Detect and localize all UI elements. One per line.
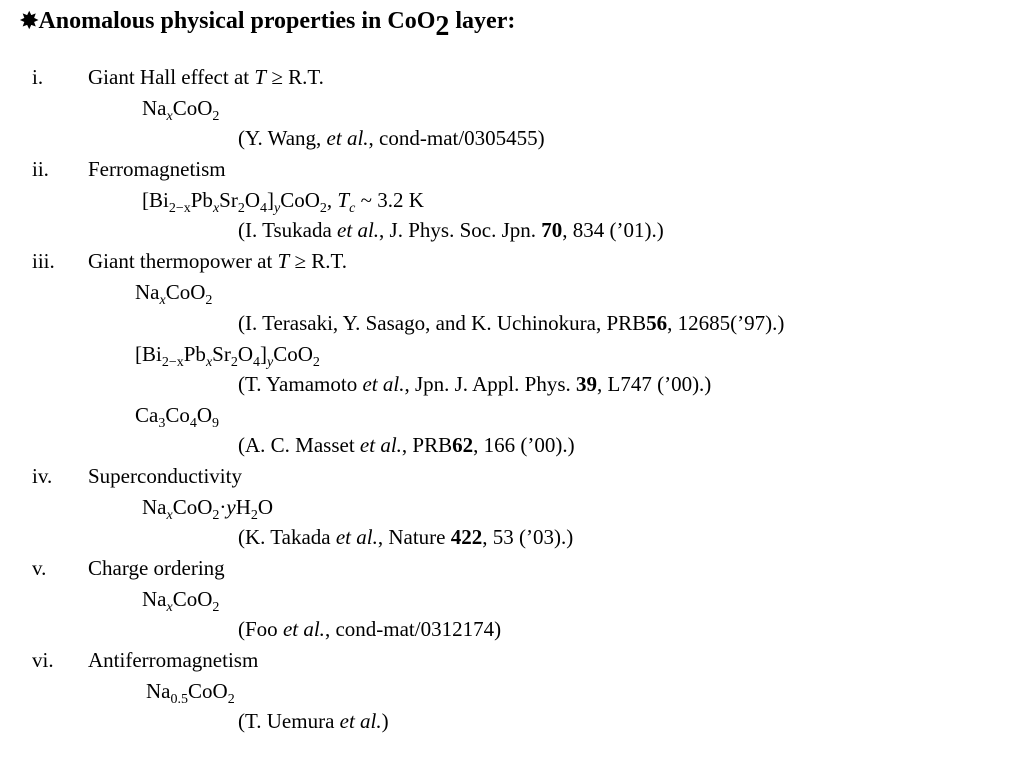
star-bullet-icon: ✸ <box>20 8 39 33</box>
reference: (Foo et al., cond-mat/0312174) <box>238 617 502 641</box>
item-number: vi. <box>32 648 54 672</box>
reference: (Y. Wang, et al., cond-mat/0305455) <box>238 126 545 150</box>
item-heading: Ferromagnetism <box>88 157 226 181</box>
formula: $[Bi_{2-x}Pb_xSr_2O_4]_yCoO_2$, $T_c$ ~ 3.2 K <box>142 188 424 216</box>
reference: (K. Takada et al., Nature 422, 53 (’03).) <box>238 525 574 549</box>
item-heading: Antiferromagnetism <box>88 648 259 672</box>
item-number: ii. <box>32 157 49 181</box>
formula: $[Bi_{2-x}Pb_xSr_2O_4]_yCoO_2$ <box>135 342 320 370</box>
item-number: iv. <box>32 464 53 488</box>
item-number: v. <box>32 556 47 580</box>
reference: (I. Tsukada et al., J. Phys. Soc. Jpn. 70, 834 (’01).) <box>238 218 664 242</box>
page-title: ✸Anomalous physical properties in CoO$_2$ layer: <box>20 8 516 42</box>
item-heading: Charge ordering <box>88 556 225 580</box>
reference: (T. Yamamoto et al., Jpn. J. Appl. Phys. 39, L747 (’00).) <box>238 372 712 396</box>
reference: (I. Terasaki, Y. Sasago, and K. Uchinokura, PRB56, 12685(’97).) <box>238 311 785 335</box>
item-heading: Superconductivity <box>88 464 242 488</box>
formula: $Na_xCoO_2$ <box>142 96 220 124</box>
item-heading: Giant Hall effect at T ≥ R.T. <box>88 65 324 89</box>
item-number: iii. <box>32 249 55 273</box>
formula: $Na_xCoO_2$ <box>142 587 220 615</box>
formula: $Na_xCoO_2\cdot yH_2O$ <box>142 495 274 523</box>
reference: (A. C. Masset et al., PRB62, 166 (’00).) <box>238 433 575 457</box>
item-heading: Giant thermopower at T ≥ R.T. <box>88 249 348 273</box>
formula: $Na_xCoO_2$ <box>135 280 213 308</box>
reference: (T. Uemura et al.) <box>238 709 389 733</box>
item-number: i. <box>32 65 44 89</box>
formula: $Na_{0.5}CoO_2$ <box>146 679 235 707</box>
formula: $Ca_3Co_4O_9$ <box>135 403 220 431</box>
